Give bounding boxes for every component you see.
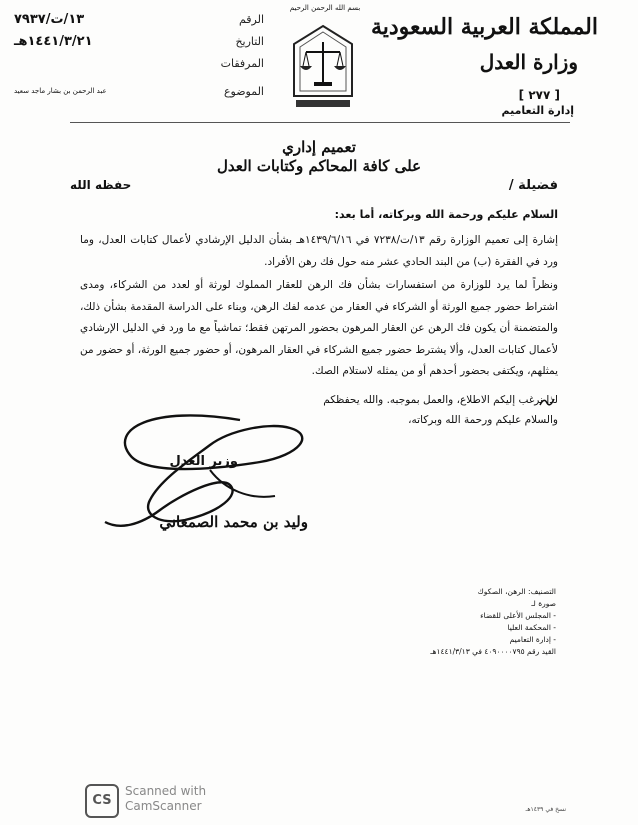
ministry-title: وزارة العدل: [479, 50, 578, 74]
doc-number: [ ٢٧٧ ]: [518, 88, 560, 102]
body-paragraph: إشارة إلى تعميم الوزارة رقم ١٣/ت/٧٢٣٨ في ١٤٣٩/٦/١٦هـ بشأن الدليل الإرشادي لأعمال كتابات العدل، وما ورد في الفقرة (ب) من البند الحادي عشر منه حول فك رهن الأفراد.: [80, 234, 558, 268]
subject-label: الموضوع: [223, 84, 264, 98]
ref-value: ١٣/ت/٧٩٣٧: [14, 11, 85, 27]
cc-item: - المجلس الأعلى للقضاء: [480, 611, 556, 620]
scanner-line2: CamScanner: [125, 799, 202, 813]
signatory-name: وليد بن محمد الصمعاني: [159, 513, 308, 531]
subject-note: عبد الرحمن بن بشار ماجد سعيد: [14, 87, 107, 95]
body-paragraph: ونظراً لما يرد للوزارة من استفسارات بشأن فك الرهن للعقار المملوك لورثة أو لعدد من الشركاء، ومدى اشتراط حضور جميع الورثة أو الشركاء في العقار من عدمه لفك الرهن، وبناء على الدراسة المقدمة بشأن ذلك، والمتضمنة أن يكون فك الرهن عن العقار المرهون بحضور المرتهن فقط؛ تماشياً مع ما ورد في الدليل الإرشادي لأعمال كتابات العدل، وألا يشترط حضور جميع الشركاء في العقار المرهون، أو حضور جميع الورثة، أو حضور من يمثلهم، ويكتفى بحضور أحدهم أو من يمثله لاستلام الصك.: [80, 279, 558, 377]
scanner-line1: Scanned with: [125, 784, 207, 798]
date-value: ١٤٤١/٣/٢١هـ: [14, 33, 93, 49]
reference-block: [14, 8, 264, 102]
footer-notes: [430, 586, 556, 658]
letter-body: [80, 230, 558, 385]
cc-item: - المحكمة العليا: [507, 623, 556, 632]
cc-item: - إدارة التعاميم: [509, 635, 556, 644]
attachments-label: المرفقات: [220, 56, 264, 70]
record-number: القيد رقم ٤٠٩٠٠٠٠٧٩٥ في ١٤٤١/٣/١٣هـ: [430, 647, 556, 656]
date-label: التاريخ: [235, 34, 264, 48]
scales-emblem-icon: [286, 20, 360, 110]
ref-label: الرقم: [238, 12, 264, 26]
header-divider: [70, 122, 570, 123]
addressee: فضيلة /: [508, 178, 558, 193]
camscanner-watermark: [85, 784, 225, 816]
blessing: حفظه الله: [70, 178, 132, 192]
emblem-caption: بسم الله الرحمن الرحيم: [289, 4, 361, 12]
copy-to-label: صورة لـ: [531, 599, 556, 608]
signatory-title: وزير العدل: [169, 454, 238, 469]
classification: التصنيف: الرهن، الصكوك: [477, 587, 556, 596]
circular-title: تعميم إداري: [282, 138, 356, 156]
closing-greeting: والسلام عليكم ورحمة الله وبركاته،: [408, 414, 558, 426]
form-note: نسخ في ١٤٣٩هـ: [525, 806, 566, 813]
greeting: السلام عليكم ورحمة الله وبركاته، أما بعد:: [334, 208, 558, 221]
department-label: إدارة التعاميم: [501, 104, 574, 117]
circular-recipients: على كافة المحاكم وكتابات العدل: [216, 157, 422, 175]
closing-request: لذا نرغب إليكم الاطلاع، والعمل بموجبه. والله يحفظكم: [323, 394, 558, 406]
kingdom-title: المملكة العربية السعودية: [370, 14, 598, 40]
camscanner-logo-icon: CS: [85, 784, 119, 818]
